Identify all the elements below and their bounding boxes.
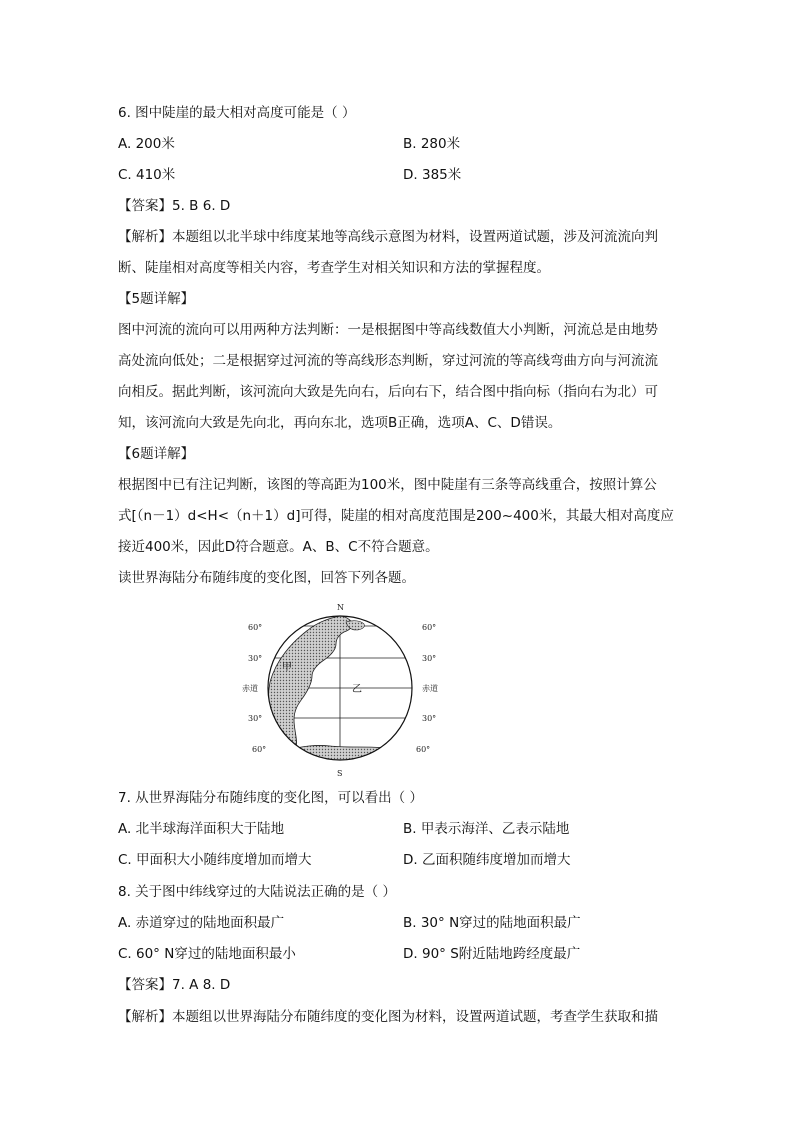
detail6-title: 【6题详解】	[118, 446, 195, 462]
lat-60s-left-label: 60°	[252, 745, 267, 754]
q6-option-d: D. 385米	[403, 167, 462, 183]
q7-option-b: B. 甲表示海洋、乙表示陆地	[403, 821, 570, 837]
detail6-line-2: 式[（n－1）d<H<（n＋1）d]可得，陡崖的相对高度范围是200~400米，其最大相对高度应	[118, 508, 674, 524]
q6-stem: 6. 图中陡崖的最大相对高度可能是（ ）	[118, 105, 356, 121]
equator-left-label: 赤道	[242, 684, 258, 693]
q7-option-d: D. 乙面积随纬度增加而增大	[403, 852, 571, 868]
jia-label: 甲	[282, 662, 292, 673]
q8-option-b: B. 30° N穿过的陆地面积最广	[403, 915, 581, 931]
detail5-line-1: 图中河流的流向可以用两种方法判断：一是根据图中等高线数值大小判断，河流总是由地势	[118, 322, 658, 338]
q8-option-c: C. 60° N穿过的陆地面积最小	[118, 946, 296, 962]
lat-30n-left-label: 30°	[248, 654, 263, 663]
yi-label: 乙	[352, 684, 362, 695]
detail5-line-4: 知，该河流向大致是先向北，再向东北，选项B正确，选项A、C、D错误。	[118, 415, 562, 431]
q6-option-b: B. 280米	[403, 136, 461, 152]
answer-5-6: 【答案】5. B 6. D	[118, 198, 231, 214]
q7-option-c: C. 甲面积大小随纬度增加而增大	[118, 852, 312, 868]
lat-30n-right-label: 30°	[422, 654, 437, 663]
lat-30s-right-label: 30°	[422, 714, 437, 723]
lat-30s-left-label: 30°	[248, 714, 263, 723]
analysis-line-1: 【解析】本题组以北半球中纬度某地等高线示意图为材料，设置两道试题，涉及河流流向判	[118, 229, 658, 245]
antarctica-area	[284, 745, 404, 764]
q7-option-a: A. 北半球海洋面积大于陆地	[118, 821, 285, 837]
detail6-line-1: 根据图中已有注记判断，该图的等高距为100米，图中陡崖有三条等高线重合，按照计算公	[118, 477, 657, 493]
south-label: S	[337, 769, 343, 778]
detail5-line-2: 高处流向低处；二是根据穿过河流的等高线形态判断，穿过河流的等高线弯曲方向与河流流	[118, 353, 658, 369]
detail5-title: 【5题详解】	[118, 291, 195, 307]
q8-stem: 8. 关于图中纬线穿过的大陆说法正确的是（ ）	[118, 884, 396, 900]
lat-60s-right-label: 60°	[416, 745, 431, 754]
detail6-line-3: 接近400米，因此D符合题意。A、B、C不符合题意。	[118, 539, 439, 555]
north-label: N	[337, 603, 344, 612]
answer-7-8: 【答案】7. A 8. D	[118, 977, 231, 993]
q6-option-c: C. 410米	[118, 167, 176, 183]
analysis-line-2: 断、陡崖相对高度等相关内容，考查学生对相关知识和方法的掌握程度。	[118, 260, 550, 276]
equator-right-label: 赤道	[422, 684, 438, 693]
q8-option-a: A. 赤道穿过的陆地面积最广	[118, 915, 285, 931]
detail5-line-3: 向相反。据此判断，该河流向大致是先向右，后向右下，结合图中指向标（指向右为北）可	[118, 384, 658, 400]
q8-option-d: D. 90° S附近陆地跨经度最广	[403, 946, 581, 962]
q6-option-a: A. 200米	[118, 136, 175, 152]
lat-60n-left-label: 60°	[248, 623, 263, 632]
q7-stem: 7. 从世界海陆分布随纬度的变化图，可以看出（ ）	[118, 790, 423, 806]
lat-60n-right-label: 60°	[422, 623, 437, 632]
land-sea-latitude-figure	[180, 598, 500, 778]
intro-text: 读世界海陆分布随纬度的变化图，回答下列各题。	[118, 570, 415, 586]
analysis-2-line-1: 【解析】本题组以世界海陆分布随纬度的变化图为材料，设置两道试题，考查学生获取和描	[118, 1009, 658, 1025]
globe-diagram	[180, 598, 500, 778]
